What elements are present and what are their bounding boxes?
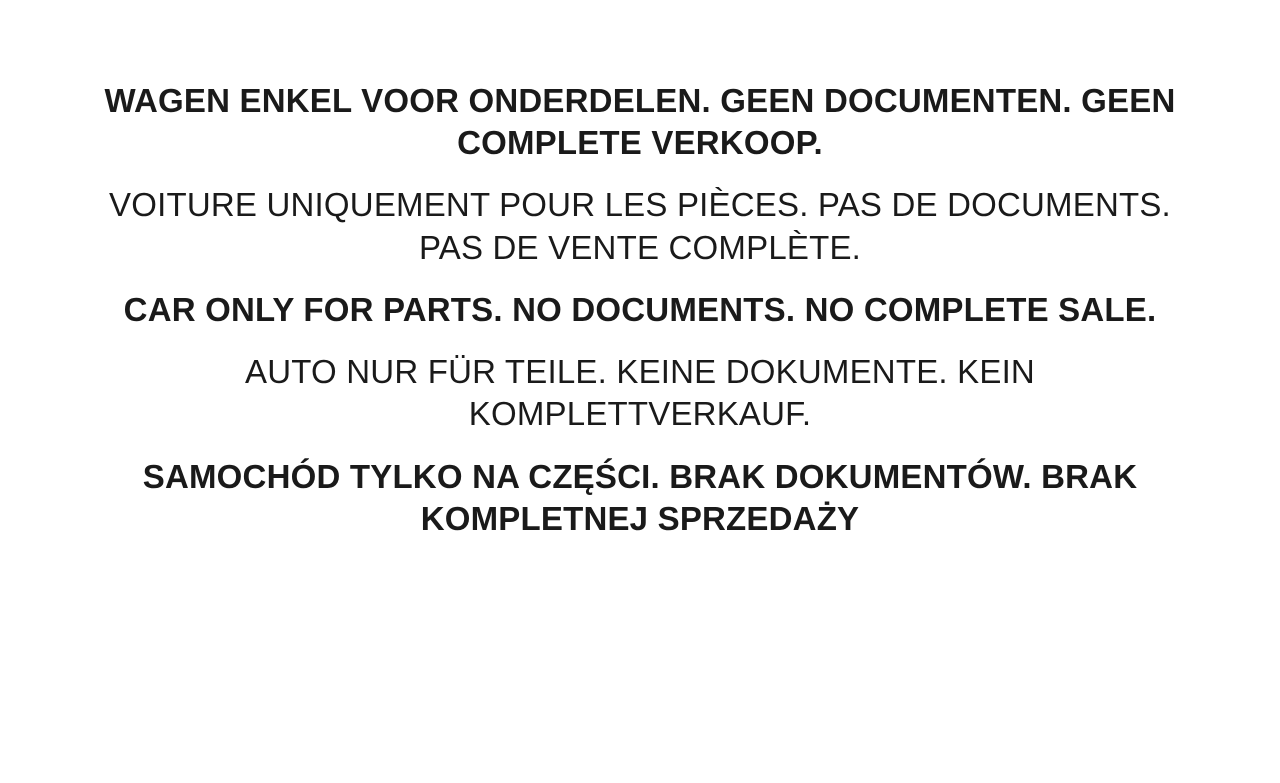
notice-line-polish: SAMOCHÓD TYLKO NA CZĘŚCI. BRAK DOKUMENTÓW. BRAK KOMPLETNEJ SPRZEDAŻY (142, 457, 1138, 537)
notice-line-dutch: WAGEN ENKEL VOOR ONDERDELEN. GEEN DOCUMENTEN. GEEN COMPLETE VERKOOP. (104, 82, 1176, 162)
notice-line-french: VOITURE UNIQUEMENT POUR LES PIÈCES. PAS DE DOCUMENTS. PAS DE VENTE COMPLÈTE. (109, 186, 1171, 266)
notice-line-german: AUTO NUR FÜR TEILE. KEINE DOKUMENTE. KEIN KOMPLETTVERKAUF. (245, 353, 1035, 433)
notice-line-english: CAR ONLY FOR PARTS. NO DOCUMENTS. NO COMPLETE SALE. (123, 290, 1157, 328)
